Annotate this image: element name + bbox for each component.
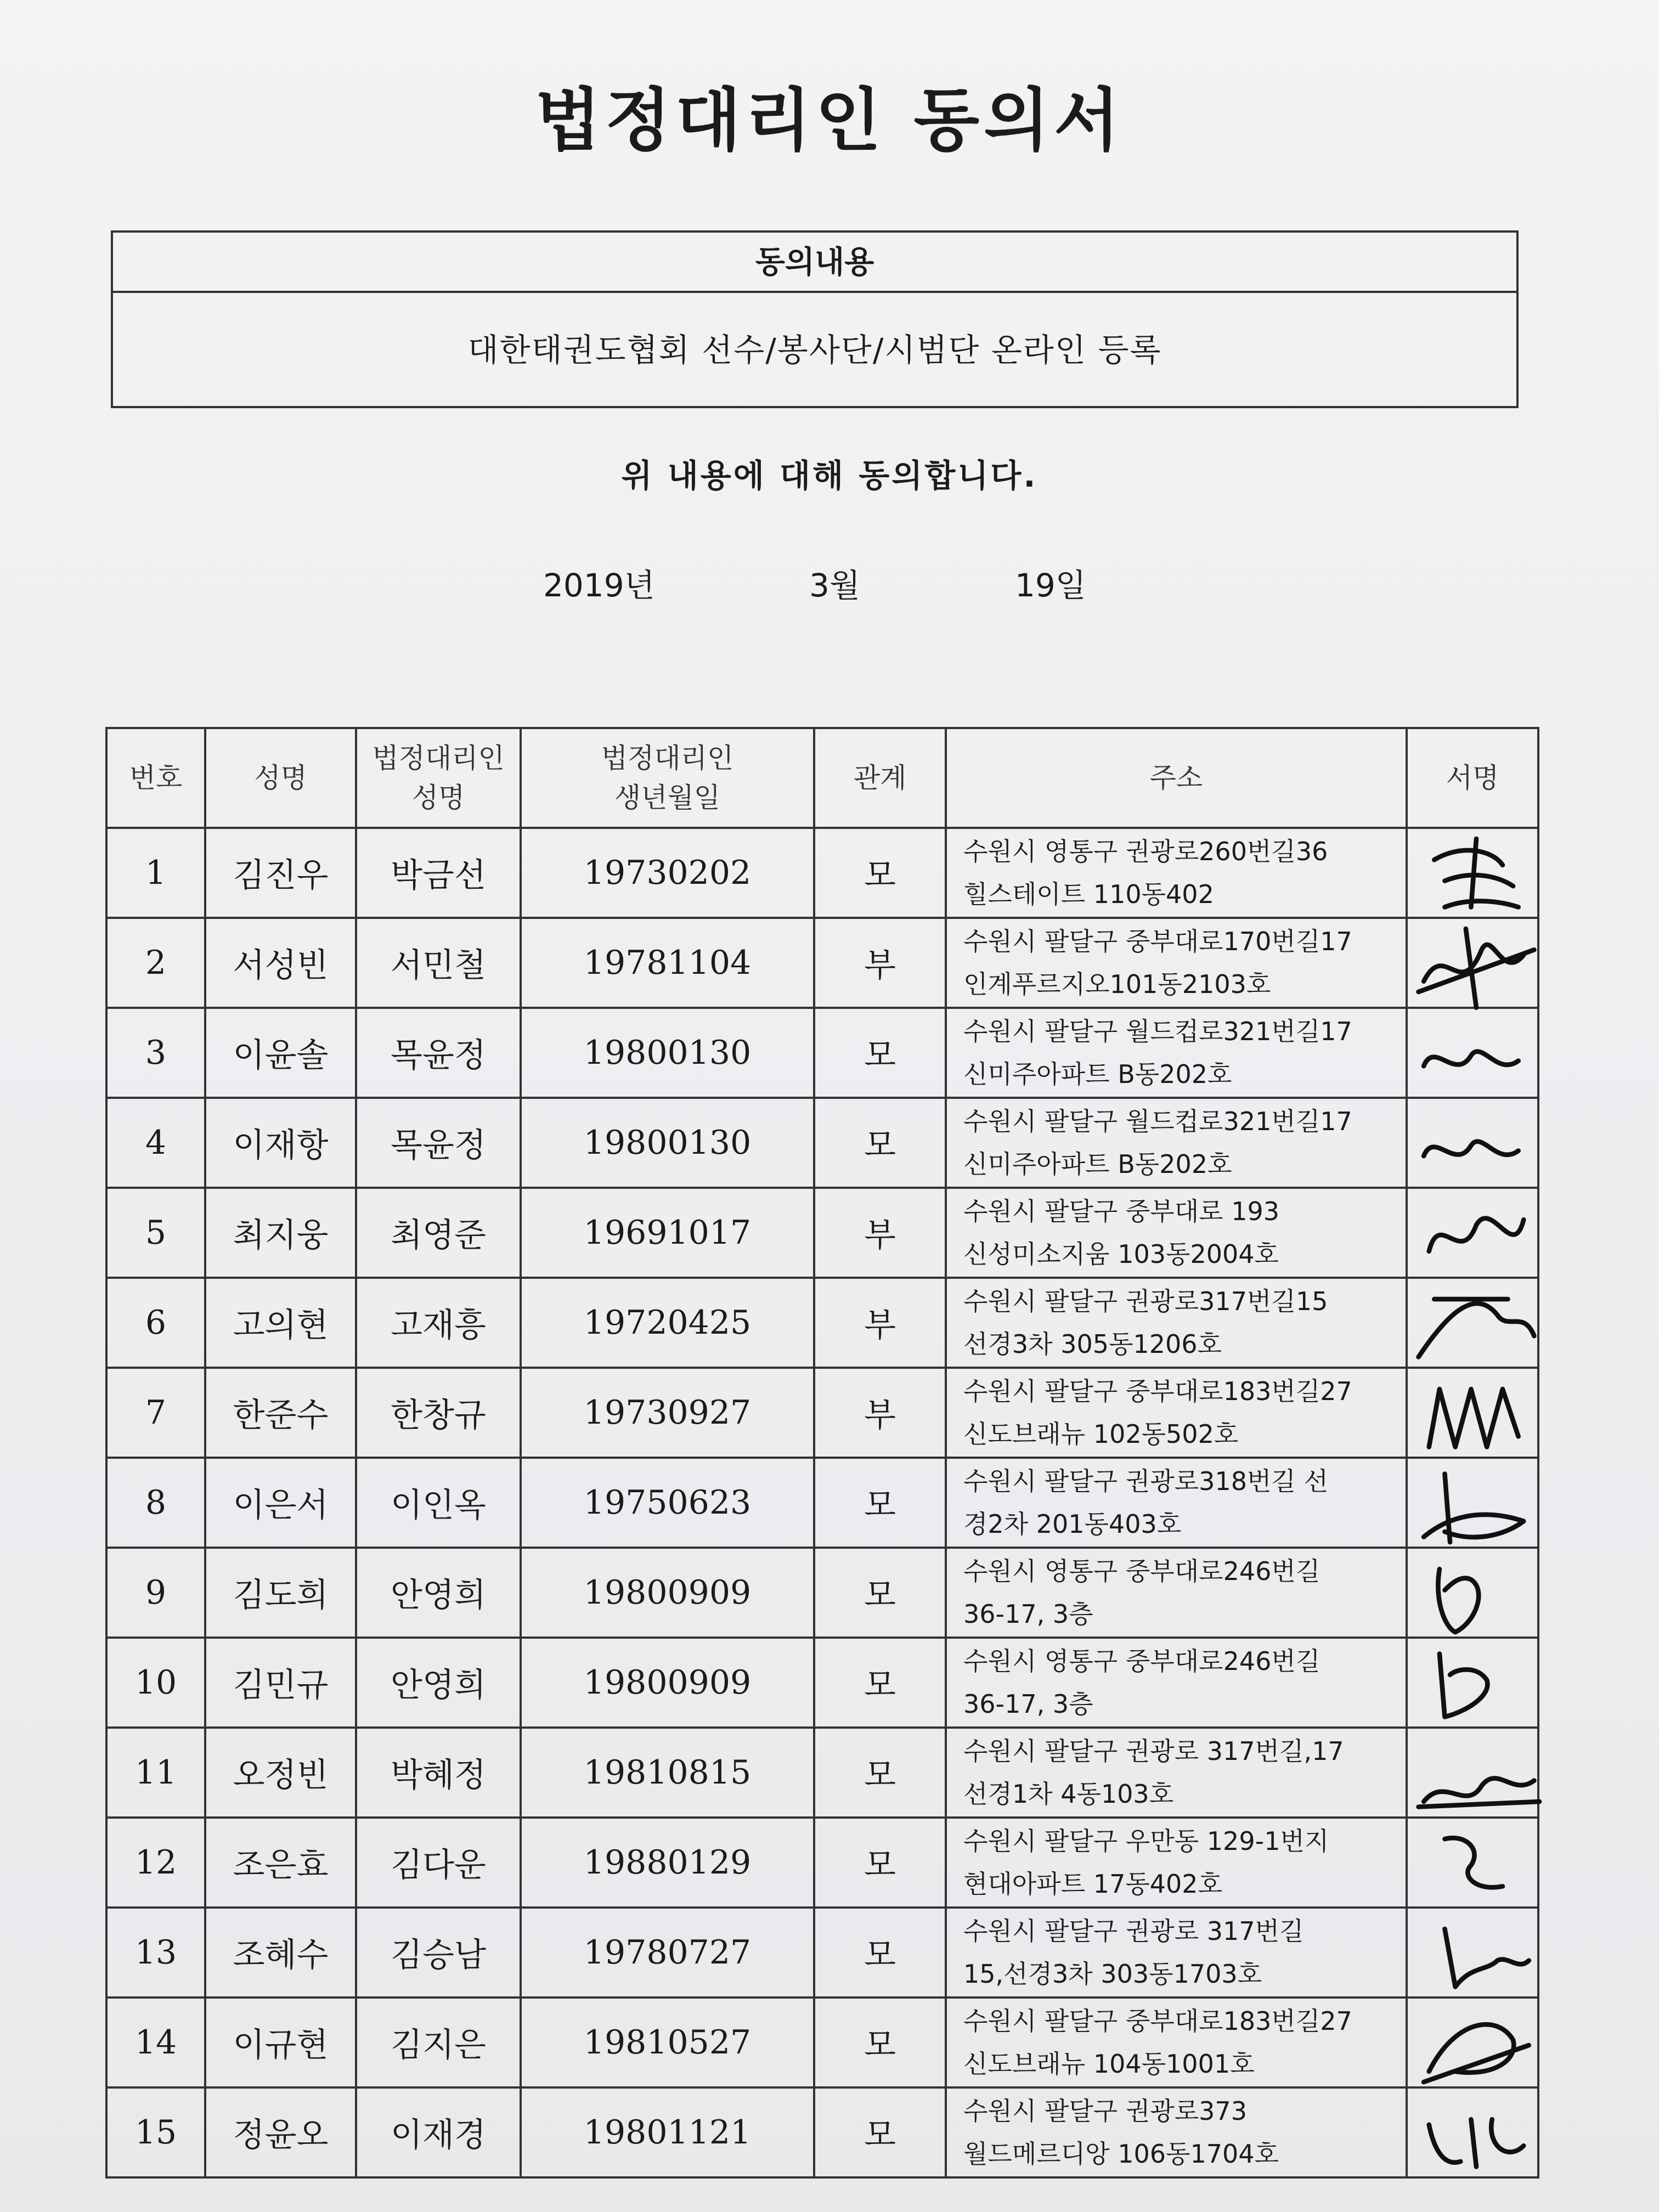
row-address-line2: 현대아파트 17동402호	[963, 1869, 1223, 1899]
signature-mark	[1413, 1723, 1539, 1827]
row-guardian-birth: 19810527	[521, 1997, 814, 2087]
row-address	[946, 1008, 1407, 1098]
header-address: 주소	[946, 728, 1407, 828]
consent-header: 동의내용	[113, 233, 1516, 293]
signature-mark	[1413, 2083, 1539, 2187]
row-relation: 모	[814, 1548, 946, 1638]
row-guardian-birth: 19780727	[521, 1908, 814, 1997]
header-signature: 서명	[1407, 728, 1538, 828]
row-address	[946, 1368, 1407, 1458]
guardian-table	[105, 727, 1539, 2179]
row-relation: 모	[814, 828, 946, 918]
table-row	[106, 1458, 1538, 1548]
row-name: 조혜수	[205, 1908, 356, 1997]
row-signature	[1407, 1728, 1538, 1818]
row-guardian-name: 한창규	[356, 1368, 521, 1458]
row-no: 7	[106, 1368, 205, 1458]
row-name: 김민규	[205, 1638, 356, 1728]
row-address-line1: 수원시 팔달구 우만동 129-1번지	[963, 1826, 1329, 1856]
row-signature	[1407, 1278, 1538, 1368]
row-address-line2: 경2차 201동403호	[963, 1509, 1182, 1539]
row-name: 이규현	[205, 1997, 356, 2087]
row-address-line1: 수원시 팔달구 권광로 317번길,17	[963, 1736, 1344, 1766]
row-guardian-name: 이재경	[356, 2087, 521, 2177]
row-address-line2: 선경1차 4동103호	[963, 1779, 1174, 1809]
signature-mark	[1413, 1903, 1539, 2007]
row-signature	[1407, 1008, 1538, 1098]
row-no: 9	[106, 1548, 205, 1638]
row-no: 4	[106, 1098, 205, 1188]
row-address-line2: 선경3차 305동1206호	[963, 1329, 1222, 1359]
row-address-line2: 신미주아파트 B동202호	[963, 1149, 1232, 1179]
row-name: 최지웅	[205, 1188, 356, 1278]
row-address-line1: 수원시 팔달구 중부대로170번길17	[963, 927, 1352, 956]
signature-mark	[1413, 1543, 1539, 1647]
signature-mark	[1413, 1633, 1539, 1737]
row-guardian-birth: 19800130	[521, 1008, 814, 1098]
row-address-line1: 수원시 팔달구 권광로373	[963, 2096, 1247, 2126]
signature-mark	[1413, 1363, 1539, 1468]
row-guardian-birth: 19730202	[521, 828, 814, 918]
row-no: 1	[106, 828, 205, 918]
row-address	[946, 1908, 1407, 1997]
row-name: 고의현	[205, 1278, 356, 1368]
row-guardian-name: 최영준	[356, 1188, 521, 1278]
row-address-line1: 수원시 팔달구 중부대로183번길27	[963, 1376, 1352, 1406]
row-relation: 부	[814, 1188, 946, 1278]
date-day: 19일	[1015, 567, 1086, 604]
row-no: 14	[106, 1997, 205, 2087]
table-row	[106, 1908, 1538, 1997]
row-address-line2: 신성미소지움 103동2004호	[963, 1239, 1279, 1269]
table-row	[106, 1368, 1538, 1458]
header-no: 번호	[106, 728, 205, 828]
row-address	[946, 1997, 1407, 2087]
row-address-line2: 인계푸르지오101동2103호	[963, 969, 1271, 999]
signature-mark	[1413, 1813, 1539, 1917]
row-address-line1: 수원시 팔달구 월드컵로321번길17	[963, 1017, 1352, 1046]
row-address-line2: 36-17, 3층	[963, 1599, 1093, 1629]
header-name: 성명	[205, 728, 356, 828]
row-address	[946, 2087, 1407, 2177]
row-address	[946, 1638, 1407, 1728]
row-address-line1: 수원시 영통구 권광로260번길36	[963, 837, 1328, 866]
row-relation: 모	[814, 1997, 946, 2087]
signature-mark	[1413, 1273, 1539, 1378]
row-address-line1: 수원시 팔달구 권광로 317번길	[963, 1916, 1304, 1946]
row-address-line1: 수원시 팔달구 중부대로183번길27	[963, 2006, 1352, 2036]
row-address	[946, 1728, 1407, 1818]
date-month: 3월	[809, 567, 860, 604]
row-address-line1: 수원시 팔달구 권광로317번길15	[963, 1286, 1328, 1316]
table-row	[106, 1997, 1538, 2087]
row-guardian-name: 서민철	[356, 918, 521, 1008]
row-name: 조은효	[205, 1818, 356, 1908]
row-signature	[1407, 1188, 1538, 1278]
row-guardian-birth: 19800909	[521, 1638, 814, 1728]
row-guardian-name: 안영희	[356, 1638, 521, 1728]
row-no: 13	[106, 1908, 205, 1997]
row-address-line1: 수원시 팔달구 권광로318번길 선	[963, 1466, 1328, 1496]
table-row	[106, 1098, 1538, 1188]
row-guardian-birth: 19720425	[521, 1278, 814, 1368]
row-signature	[1407, 2087, 1538, 2177]
row-no: 10	[106, 1638, 205, 1728]
header-guardian-birth: 법정대리인 생년월일	[521, 728, 814, 828]
row-address	[946, 1278, 1407, 1368]
row-name: 이윤솔	[205, 1008, 356, 1098]
row-no: 5	[106, 1188, 205, 1278]
row-guardian-birth: 19800909	[521, 1548, 814, 1638]
row-signature	[1407, 1458, 1538, 1548]
row-guardian-birth: 19880129	[521, 1818, 814, 1908]
row-guardian-birth: 19800130	[521, 1098, 814, 1188]
row-name: 김도희	[205, 1548, 356, 1638]
signature-mark	[1413, 1093, 1539, 1198]
row-address-line1: 수원시 팔달구 중부대로 193	[963, 1197, 1280, 1226]
row-guardian-birth: 19801121	[521, 2087, 814, 2177]
signature-mark	[1413, 913, 1539, 1018]
row-no: 15	[106, 2087, 205, 2177]
row-relation: 부	[814, 1368, 946, 1458]
header-guardian-name: 법정대리인 성명	[356, 728, 521, 828]
row-signature	[1407, 1098, 1538, 1188]
row-relation: 모	[814, 1458, 946, 1548]
row-address-line1: 수원시 영통구 중부대로246번길	[963, 1556, 1321, 1586]
row-address	[946, 918, 1407, 1008]
row-name: 이은서	[205, 1458, 356, 1548]
row-relation: 모	[814, 1908, 946, 1997]
row-relation: 모	[814, 2087, 946, 2177]
row-address-line2: 신도브래뉴 104동1001호	[963, 2049, 1255, 2079]
row-guardian-name: 고재흥	[356, 1278, 521, 1368]
table-row	[106, 1638, 1538, 1728]
row-relation: 모	[814, 1098, 946, 1188]
signature-mark	[1413, 1183, 1539, 1288]
row-no: 3	[106, 1008, 205, 1098]
row-signature	[1407, 1908, 1538, 1997]
row-no: 2	[106, 918, 205, 1008]
row-relation: 부	[814, 918, 946, 1008]
table-row	[106, 1728, 1538, 1818]
row-signature	[1407, 1638, 1538, 1728]
row-name: 정윤오	[205, 2087, 356, 2177]
consent-box	[111, 230, 1519, 408]
table-row	[106, 828, 1538, 918]
row-signature	[1407, 1368, 1538, 1458]
row-relation: 모	[814, 1008, 946, 1098]
row-signature	[1407, 1548, 1538, 1638]
row-name: 서성빈	[205, 918, 356, 1008]
row-address-line2: 36-17, 3층	[963, 1689, 1093, 1719]
row-guardian-name: 박혜정	[356, 1728, 521, 1818]
row-guardian-birth: 19781104	[521, 918, 814, 1008]
row-address-line1: 수원시 팔달구 월드컵로321번길17	[963, 1107, 1352, 1136]
row-signature	[1407, 918, 1538, 1008]
row-no: 6	[106, 1278, 205, 1368]
signature-mark	[1413, 823, 1539, 928]
row-address-line2: 힐스테이트 110동402	[963, 879, 1214, 909]
row-name: 김진우	[205, 828, 356, 918]
row-address-line2: 월드메르디앙 106동1704호	[963, 2139, 1279, 2169]
row-guardian-name: 목윤정	[356, 1098, 521, 1188]
row-address	[946, 1818, 1407, 1908]
row-guardian-birth: 19730927	[521, 1368, 814, 1458]
row-guardian-name: 김지은	[356, 1997, 521, 2087]
row-guardian-name: 김다운	[356, 1818, 521, 1908]
row-guardian-birth: 19691017	[521, 1188, 814, 1278]
date-year: 2019년	[543, 567, 655, 604]
row-signature	[1407, 1818, 1538, 1908]
row-relation: 모	[814, 1638, 946, 1728]
signature-mark	[1413, 1993, 1539, 2097]
table-row	[106, 1008, 1538, 1098]
row-guardian-name: 이인옥	[356, 1458, 521, 1548]
row-no: 12	[106, 1818, 205, 1908]
row-guardian-name: 안영희	[356, 1548, 521, 1638]
row-relation: 부	[814, 1278, 946, 1368]
row-no: 8	[106, 1458, 205, 1548]
agree-statement: 위 내용에 대해 동의합니다.	[621, 457, 1038, 494]
table-row	[106, 1188, 1538, 1278]
row-guardian-name: 박금선	[356, 828, 521, 918]
row-name: 이재항	[205, 1098, 356, 1188]
row-name: 오정빈	[205, 1728, 356, 1818]
signature-mark	[1413, 1003, 1539, 1108]
signature-mark	[1413, 1453, 1539, 1558]
row-signature	[1407, 828, 1538, 918]
document-title: 법정대리인 동의서	[535, 81, 1124, 160]
row-signature	[1407, 1997, 1538, 2087]
table-row	[106, 1818, 1538, 1908]
row-relation: 모	[814, 1818, 946, 1908]
header-relation: 관계	[814, 728, 946, 828]
row-address-line2: 신도브래뉴 102동502호	[963, 1419, 1239, 1449]
row-guardian-name: 김승남	[356, 1908, 521, 1997]
row-address	[946, 1548, 1407, 1638]
row-no: 11	[106, 1728, 205, 1818]
row-guardian-birth: 19750623	[521, 1458, 814, 1548]
table-row	[106, 1278, 1538, 1368]
row-address	[946, 1458, 1407, 1548]
row-guardian-birth: 19810815	[521, 1728, 814, 1818]
row-guardian-name: 목윤정	[356, 1008, 521, 1098]
row-address	[946, 828, 1407, 918]
table-row	[106, 2087, 1538, 2177]
row-address-line2: 15,선경3차 303동1703호	[963, 1959, 1262, 1989]
row-address-line2: 신미주아파트 B동202호	[963, 1059, 1232, 1089]
row-address	[946, 1098, 1407, 1188]
row-address	[946, 1188, 1407, 1278]
table-header-row	[106, 728, 1538, 828]
row-name: 한준수	[205, 1368, 356, 1458]
table-row	[106, 1548, 1538, 1638]
consent-body: 대한태권도협회 선수/봉사단/시범단 온라인 등록	[467, 331, 1162, 369]
table-row	[106, 918, 1538, 1008]
row-relation: 모	[814, 1728, 946, 1818]
row-address-line1: 수원시 영통구 중부대로246번길	[963, 1646, 1321, 1676]
